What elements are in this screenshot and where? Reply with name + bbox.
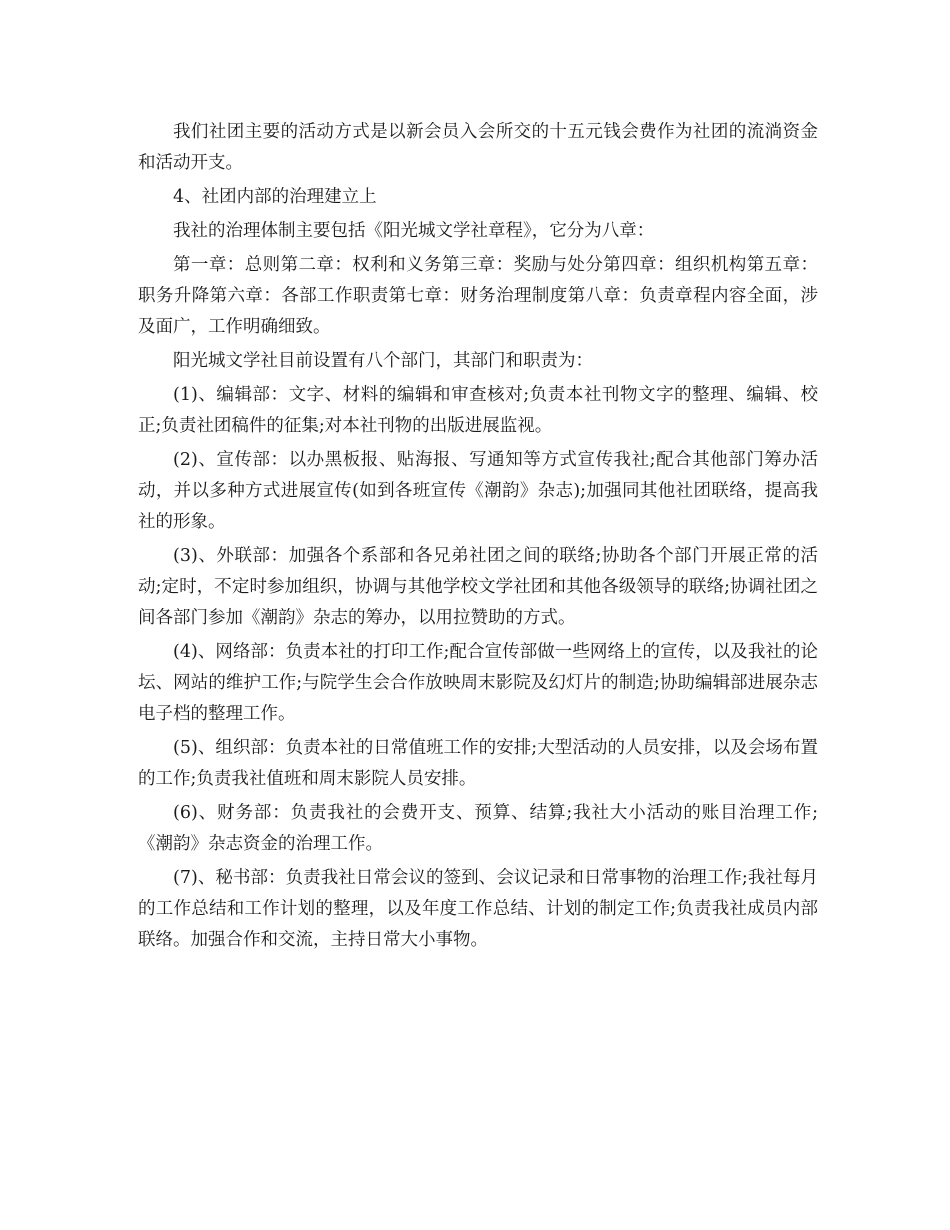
paragraph-funding: 我们社团主要的活动方式是以新会员入会所交的十五元钱会费作为社团的流淌资金和活动开支。 xyxy=(138,122,818,173)
paragraph-secretary-dept: (7)、秘书部：负责我社日常会议的签到、会议记录和日常事物的治理工作;我社每月的工作总结和工作计划的整理，以及年度工作总结、计划的制定工作;负责我社成员内部联络。加强合作和交流，主持日常大小事物。 xyxy=(138,868,818,950)
paragraph-liaison-dept: (3)、外联部：加强各个系部和各兄弟社团之间的联络;协助各个部门开展正常的活动;定时，不定时参加组织，协调与其他学校文学社团和其他各级领导的联络;协调社团之间各部门参加《潮韵》杂志的筹办，以用拉赞助的方式。 xyxy=(138,546,818,628)
document-body xyxy=(138,117,818,959)
paragraph-network-dept: (4)、网络部：负责本社的打印工作;配合宣传部做一些网络上的宣传，以及我社的论坛、网站的维护工作;与院学生会合作放映周末影院及幻灯片的制造;协助编辑部进展杂志电子档的整理工作。 xyxy=(138,642,818,724)
paragraph-charter-intro: 我社的治理体制主要包括《阳光城文学社章程》，它分为八章： xyxy=(173,221,655,241)
paragraph-departments-intro: 阳光城文学社目前设置有八个部门，其部门和职责为： xyxy=(173,351,593,371)
paragraph-section-heading: 4、社团内部的治理建立上 xyxy=(173,187,377,207)
paragraph-organization-dept: (5)、组织部：负责本社的日常值班工作的安排;大型活动的人员安排，以及会场布置的工作;负责我社值班和周末影院人员安排。 xyxy=(138,738,818,789)
paragraph-charter-chapters: 第一章：总则第二章：权利和义务第三章：奖励与处分第四章：组织机构第五章：职务升降第六章：各部工作职责第七章：财务治理制度第八章：负责章程内容全面，涉及面广，工作明确细致。 xyxy=(138,255,818,337)
paragraph-finance-dept: (6)、财务部：负责我社的会费开支、预算、结算;我社大小活动的账目治理工作;《潮韵》杂志资金的治理工作。 xyxy=(138,803,818,854)
paragraph-editing-dept: (1)、编辑部：文字、材料的编辑和审查核对;负责本社刊物文字的整理、编辑、校正;负责社团稿件的征集;对本社刊物的出版进展监视。 xyxy=(138,385,818,436)
paragraph-publicity-dept: (2)、宣传部：以办黑板报、贴海报、写通知等方式宣传我社;配合其他部门筹办活动，并以多种方式进展宣传(如到各班宣传《潮韵》杂志);加强同其他社团联络，提高我社的形象。 xyxy=(138,450,818,532)
